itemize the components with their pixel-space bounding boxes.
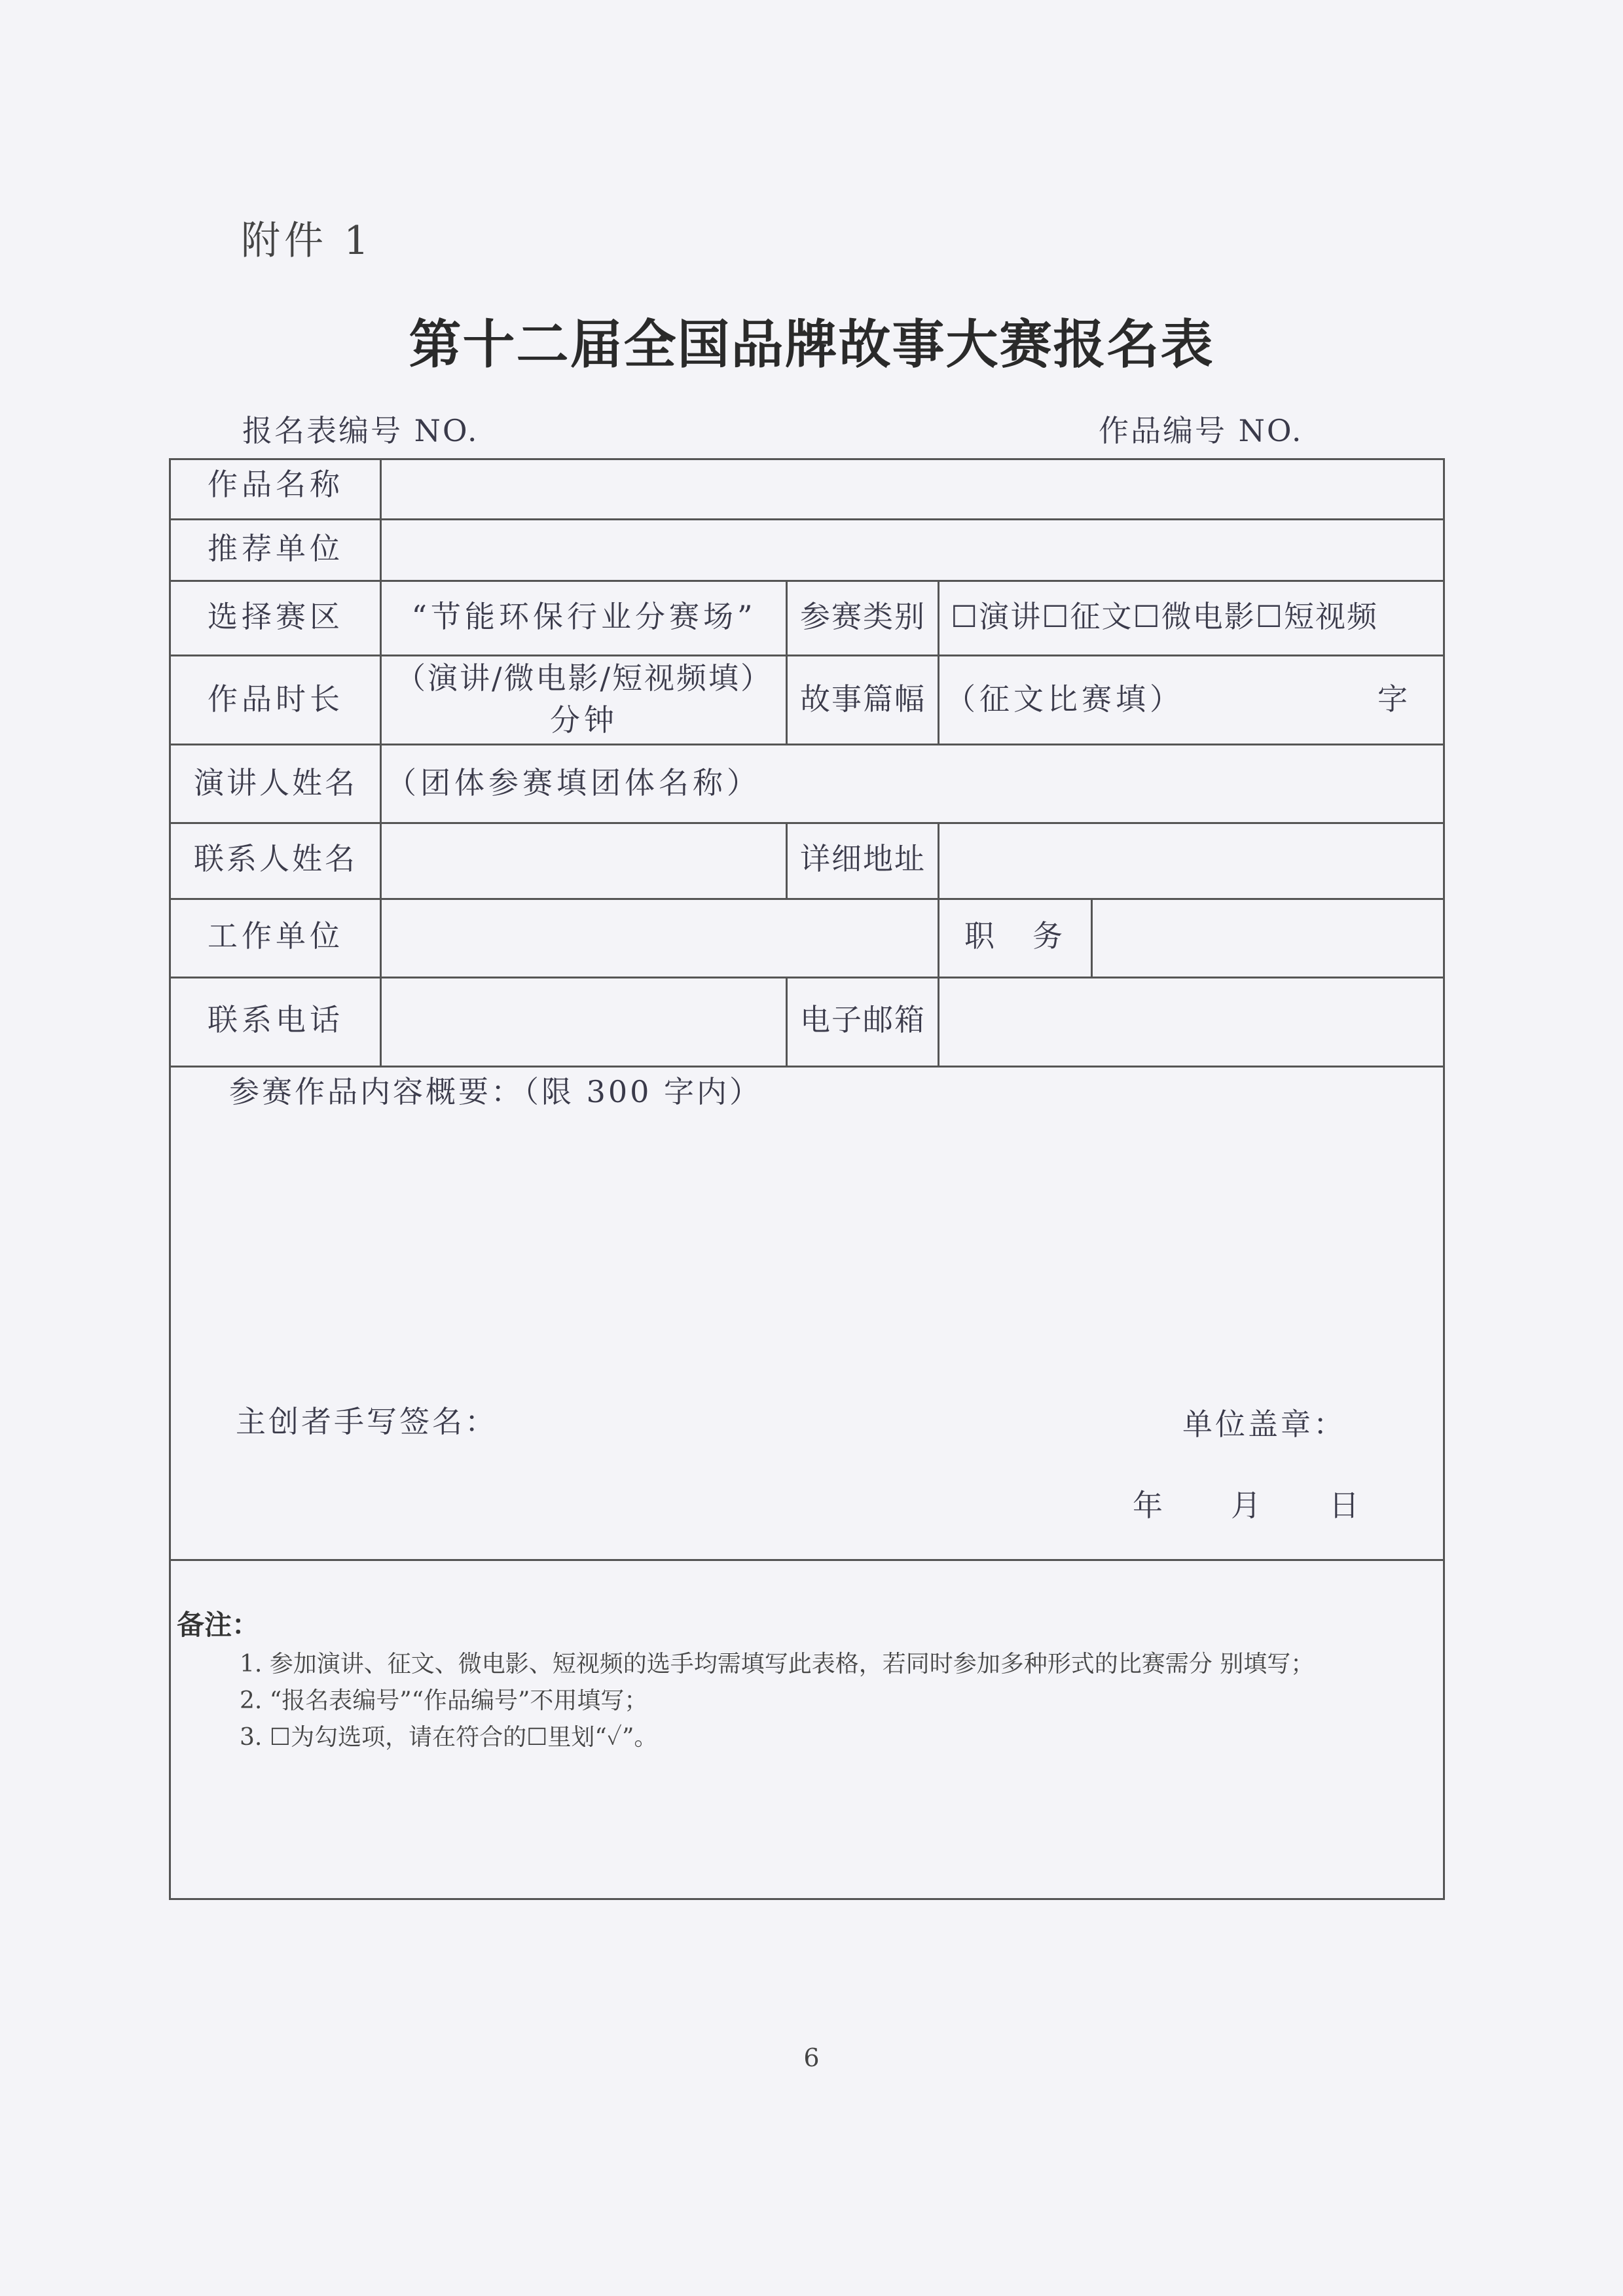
story-length-unit: 字 [1377,681,1412,717]
email-label: 电子邮箱 [800,1002,926,1037]
email-field[interactable] [940,980,1442,1064]
recommender-field[interactable] [382,522,1442,579]
contact-field[interactable] [382,826,784,897]
page-title: 第十二届全国品牌故事大赛报名表 [409,314,1214,375]
date-year: 年 [1133,1488,1167,1523]
work-name-field[interactable] [382,462,1442,517]
signature-label: 主创者手写签名： [236,1404,498,1439]
work-name-label: 作品名称 [208,467,344,502]
notes-heading: 备注： [177,1609,260,1641]
summary-label: 参赛作品内容概要：（限 300 字内） [229,1074,763,1109]
notes-section [177,1604,1447,1755]
note-item-3: 3. ☐为勾选项，请在符合的☐里划“✓”。 [240,1723,658,1751]
phone-field[interactable] [382,980,784,1064]
note-item-2: 2. “报名表编号”“作品编号”不用填写； [240,1687,648,1714]
employer-field[interactable] [382,902,936,975]
address-field[interactable] [940,826,1442,897]
summary-field[interactable] [173,1126,1442,1374]
duration-label: 作品时长 [208,681,344,717]
note-item-1: 1. 参加演讲、征文、微电影、短视频的选手均需填写此表格，若同时参加多种形式的比赛需分 别填写； [240,1651,1315,1678]
position-field[interactable] [1093,902,1442,975]
page-number: 6 [803,2043,820,2072]
speaker-label: 演讲人姓名 [194,765,357,800]
region-label: 选择赛区 [208,599,344,634]
date-month: 月 [1231,1488,1265,1523]
category-options[interactable]: ☐演讲☐征文☐微电影☐短视频 [951,599,1378,634]
date-day: 日 [1329,1488,1363,1523]
seal-label: 单位盖章： [1182,1407,1346,1442]
attachment-label: 附件 1 [241,218,373,264]
region-value: “节能环保行业分赛场” [411,599,757,634]
phone-label: 联系电话 [208,1002,344,1037]
speaker-hint[interactable]: （团体参赛填团体名称） [386,765,761,800]
duration-hint: （演讲/微电影/短视频填） [395,660,773,696]
address-label: 详细地址 [800,841,926,876]
duration-unit: 分钟 [550,702,618,738]
employer-label: 工作单位 [208,918,344,954]
category-label: 参赛类别 [800,599,926,634]
recommender-label: 推荐单位 [208,531,344,566]
work-number-label: 作品编号 NO. [1099,413,1304,448]
registration-number-label: 报名表编号 NO. [242,413,479,448]
story-length-label: 故事篇幅 [800,681,926,717]
contact-label: 联系人姓名 [194,841,357,876]
story-length-hint: （征文比赛填） [945,681,1184,717]
position-label: 职 务 [964,918,1067,954]
